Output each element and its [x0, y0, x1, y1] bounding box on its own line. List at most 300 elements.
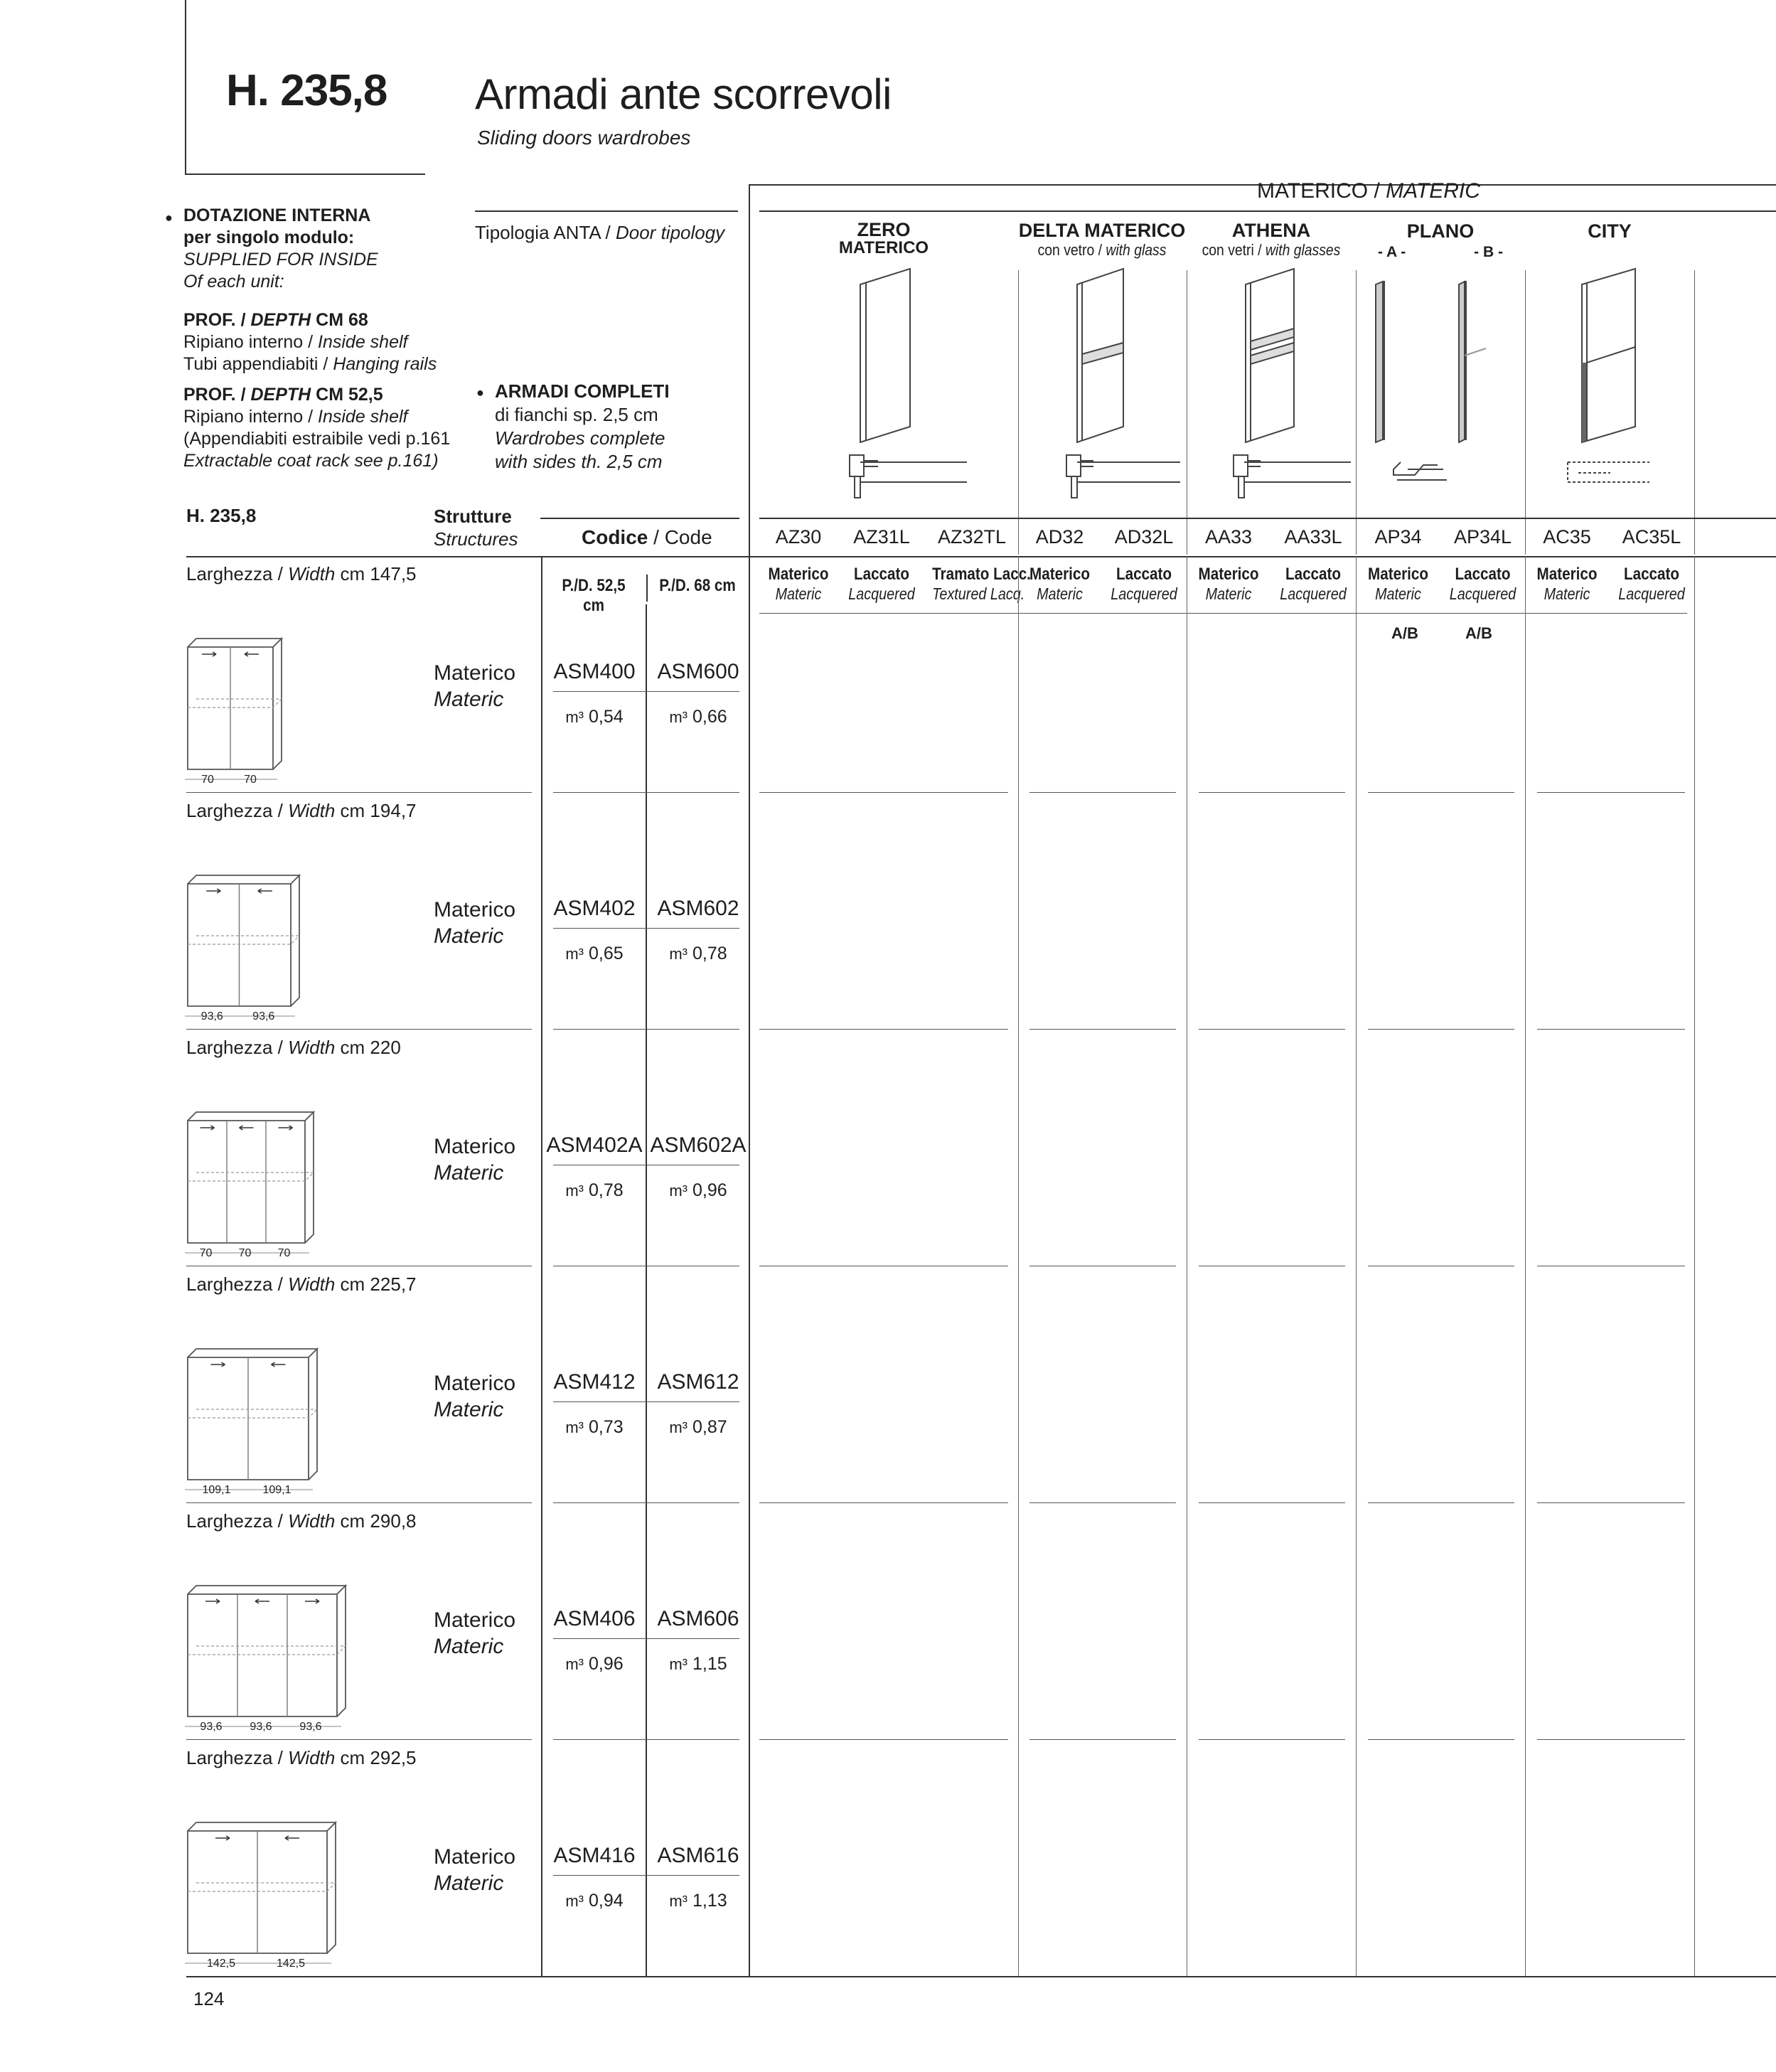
complete-block	[495, 380, 670, 474]
structure-name: Materico	[434, 898, 516, 922]
finish-name-en: Materic	[1037, 584, 1083, 603]
finish-rule	[759, 613, 1687, 614]
wardrobe-shelf	[188, 1409, 317, 1418]
slide-arrow-icon	[215, 1836, 230, 1840]
door-type-athena	[1172, 220, 1371, 260]
finish-name-en: Lacquered	[848, 584, 915, 603]
depth525-a: PROF. /	[183, 385, 251, 405]
code-underline	[553, 928, 739, 929]
row-divider	[1368, 1739, 1514, 1740]
slide-arrow-icon	[258, 889, 272, 893]
product-code-68: ASM606	[657, 1607, 739, 1630]
volume-number: 0,73	[588, 1417, 624, 1437]
structure-name-en: Materic	[434, 688, 504, 711]
code-underline	[553, 1875, 739, 1876]
product-code-68: ASM600	[657, 660, 739, 683]
finish-name: Materico	[1198, 565, 1259, 584]
page-height-label: H. 235,8	[226, 66, 387, 115]
volume-number: 0,96	[588, 1654, 624, 1674]
dimension-label: 142,5	[206, 1958, 236, 1970]
dimension-label: 70	[199, 1247, 213, 1259]
row-width-label	[186, 800, 417, 822]
row-divider	[1029, 1502, 1176, 1503]
structure-name: Materico	[434, 1135, 516, 1158]
volume-unit: m³	[669, 945, 688, 963]
wardrobe-shelf	[188, 1883, 336, 1891]
volume-value	[647, 944, 749, 964]
width-label-c: cm 290,8	[335, 1510, 417, 1532]
finish-name: Laccato	[853, 565, 909, 584]
structure-name: Materico	[434, 661, 516, 685]
structures-heading-b: Structures	[434, 528, 518, 550]
wardrobe-shelf	[188, 1173, 314, 1181]
finish-name: Materico	[1029, 565, 1090, 584]
finish-name-en: Materic	[1205, 584, 1252, 603]
volume-unit: m³	[669, 708, 688, 726]
depth68-c: CM 68	[311, 310, 368, 330]
door-type-zero-sub: MATERICO	[838, 238, 929, 257]
depth68-a: PROF. /	[183, 310, 251, 330]
dimension-label: 70	[244, 774, 257, 786]
wardrobe-drawing	[183, 1337, 333, 1501]
volume-number: 0,65	[588, 944, 624, 963]
volume-value	[543, 1654, 646, 1675]
volume-unit: m³	[565, 1892, 584, 1910]
door-type-zero	[788, 220, 980, 257]
dimension-label: 70	[277, 1247, 291, 1259]
supplied-line4: Of each unit:	[183, 272, 284, 292]
finish-name-en: Textured Lacq.	[932, 584, 1025, 603]
wardrobe-drawing	[183, 627, 297, 791]
dimension-label: 109,1	[202, 1484, 231, 1496]
row-divider	[759, 792, 1008, 793]
volume-number: 1,13	[692, 1891, 727, 1911]
finish-name: Materico	[1368, 565, 1428, 584]
row-divider	[553, 1029, 739, 1030]
slide-arrow-icon	[245, 652, 259, 656]
slide-arrow-icon	[285, 1836, 299, 1840]
row-width-label	[186, 563, 417, 585]
width-label-b: Width	[288, 1273, 336, 1295]
slide-arrow-icon	[279, 1126, 293, 1130]
row-divider	[1368, 1502, 1514, 1503]
volume-number: 0,96	[692, 1180, 727, 1200]
door-code-aa33: AA33	[1204, 526, 1253, 548]
d68-shelf-a: Ripiano interno /	[183, 332, 319, 352]
row-structure	[434, 1607, 515, 1660]
materico-heading-alt: MATERIC	[1386, 179, 1480, 203]
finish-name-en: Materic	[1375, 584, 1421, 603]
row-structure	[434, 1844, 515, 1896]
dimension-label: 70	[201, 774, 214, 786]
volume-value	[543, 1417, 646, 1438]
volume-unit: m³	[669, 1655, 688, 1673]
product-code-525: ASM406	[553, 1607, 636, 1630]
group-divider	[1525, 556, 1526, 1976]
row-divider	[1199, 1739, 1345, 1740]
group-divider	[1694, 556, 1695, 1976]
door-athena-drawing	[1234, 269, 1351, 498]
finish-name: Tramato Lacc.	[932, 565, 1031, 584]
row-structure	[434, 1370, 515, 1423]
wardrobe-outline	[188, 875, 299, 1006]
plano-b-label: - B -	[1474, 244, 1503, 260]
wardrobe-shelf	[188, 936, 299, 944]
complete-line3: Wardrobes complete	[495, 427, 665, 449]
slide-arrow-icon	[240, 1126, 254, 1130]
table-height-label: H. 235,8	[186, 505, 257, 526]
depth68-block	[183, 309, 437, 375]
header-bottom-rule	[185, 173, 425, 175]
slide-arrow-icon	[206, 889, 220, 893]
dimension-label: 93,6	[250, 1721, 272, 1733]
volume-value	[647, 1654, 749, 1675]
d525-line2: (Appendiabiti estraibile vedi p.161	[183, 429, 451, 449]
door-type-athena-sub-it: with glasses	[1265, 241, 1341, 259]
volume-value	[543, 944, 646, 964]
row-divider	[1537, 1739, 1685, 1740]
width-label-a: Larghezza /	[186, 1037, 289, 1058]
materico-heading	[1257, 179, 1480, 203]
volume-value	[543, 1180, 646, 1201]
complete-line1: ARMADI COMPLETI	[495, 380, 670, 402]
door-code-ap34l: AP34L	[1453, 526, 1512, 548]
row-divider	[186, 1502, 532, 1503]
door-typology-label	[475, 222, 724, 244]
page-title: Armadi ante scorrevoli	[475, 70, 892, 118]
slide-arrow-icon	[272, 1362, 286, 1367]
complete-line2: di fianchi sp. 2,5 cm	[495, 404, 658, 425]
structure-name: Materico	[434, 1372, 516, 1395]
door-code-ac35l: AC35L	[1622, 526, 1681, 548]
dimension-label: 93,6	[200, 1010, 223, 1022]
width-label-c: cm 147,5	[335, 563, 417, 584]
table-header-rule	[186, 556, 1776, 557]
width-label-c: cm 225,7	[335, 1273, 417, 1295]
structure-name-en: Materic	[434, 1635, 504, 1658]
door-typology-b: Door tipology	[615, 222, 725, 243]
row-structure	[434, 660, 515, 712]
header-left-rule	[185, 0, 186, 173]
supplied-line2: per singolo modulo:	[183, 228, 355, 247]
width-label-a: Larghezza /	[186, 800, 289, 821]
door-typology-a: Tipologia ANTA /	[475, 222, 616, 243]
width-label-b: Width	[288, 1747, 336, 1768]
dimension-label: 142,5	[276, 1958, 306, 1970]
product-code-525: ASM402A	[546, 1133, 643, 1157]
code-heading-b: / Code	[648, 526, 712, 548]
width-label-c: cm 194,7	[335, 800, 417, 821]
door-delta-drawing	[1066, 269, 1180, 498]
row-divider	[759, 1502, 1008, 1503]
volume-value	[543, 707, 646, 727]
code-top-rule	[540, 518, 739, 519]
slide-arrow-icon	[202, 652, 216, 656]
structure-name: Materico	[434, 1845, 516, 1869]
row-divider	[1029, 1029, 1176, 1030]
volume-number: 1,15	[692, 1654, 727, 1674]
code-underline	[553, 691, 739, 692]
group-divider	[1356, 556, 1357, 1976]
code-underline	[553, 1638, 739, 1639]
volume-unit: m³	[565, 1182, 584, 1200]
depth525-c: CM 52,5	[311, 385, 383, 405]
finish-label	[838, 565, 926, 604]
finish-label	[1101, 565, 1187, 604]
row-divider	[1368, 1029, 1514, 1030]
row-divider	[1199, 1029, 1345, 1030]
row-divider	[1537, 792, 1685, 793]
wardrobe-drawing	[183, 1811, 351, 1975]
finish-label	[1440, 565, 1525, 604]
finish-name: Laccato	[1623, 565, 1679, 584]
finish-name-en: Lacquered	[1280, 584, 1347, 603]
width-label-a: Larghezza /	[186, 1747, 289, 1768]
door-code-az32tl: AZ32TL	[937, 526, 1007, 548]
row-structure	[434, 897, 515, 949]
door-code-aa33l: AA33L	[1284, 526, 1342, 548]
slide-arrow-icon	[205, 1599, 220, 1603]
row-width-label	[186, 1037, 401, 1059]
width-label-c: cm 220	[335, 1037, 401, 1058]
plano-mark-1: A/B	[1391, 624, 1418, 642]
structure-name-en: Materic	[434, 1161, 504, 1185]
door-plano-b-drawing	[1459, 282, 1486, 442]
product-code-525: ASM416	[553, 1844, 636, 1867]
dimension-label: 93,6	[252, 1010, 275, 1022]
row-divider	[1029, 1739, 1176, 1740]
finish-label	[1609, 565, 1694, 604]
width-label-b: Width	[288, 1510, 336, 1532]
door-type-city	[1524, 220, 1695, 242]
finish-name: Materico	[768, 565, 829, 584]
volume-value	[647, 1417, 749, 1438]
width-label-b: Width	[288, 800, 336, 821]
finish-name: Laccato	[1116, 565, 1172, 584]
finish-label	[1187, 565, 1271, 604]
volume-number: 0,78	[692, 944, 727, 963]
wardrobe-shelf	[188, 699, 282, 707]
d68-shelf-b: Inside shelf	[318, 332, 408, 352]
table-divider-main	[749, 184, 750, 1976]
table-bottom-rule	[186, 1976, 1776, 1977]
finish-name-en: Lacquered	[1449, 584, 1516, 603]
door-plano-a-drawing	[1376, 282, 1447, 480]
code-underline	[553, 1401, 739, 1402]
dimension-label: 70	[238, 1247, 252, 1259]
row-divider	[186, 1029, 532, 1030]
door-type-zero-name: ZERO	[857, 219, 911, 240]
code-column-left-rule	[541, 556, 542, 1976]
width-label-a: Larghezza /	[186, 1510, 289, 1532]
code-heading	[582, 526, 712, 549]
door-code-ac35: AC35	[1543, 526, 1591, 548]
row-divider	[186, 1739, 532, 1740]
dimension-label: 93,6	[299, 1721, 322, 1733]
door-type-delta-sub: con vetro /	[1037, 241, 1106, 259]
row-structure	[434, 1133, 515, 1186]
depth525-b: DEPTH	[250, 385, 311, 405]
row-divider	[1199, 792, 1345, 793]
supplied-line1: DOTAZIONE INTERNA	[183, 205, 371, 225]
volume-unit: m³	[669, 1419, 688, 1436]
row-width-label	[186, 1273, 417, 1296]
door-type-athena-sub: con vetri /	[1202, 241, 1266, 259]
wardrobe-drawing	[183, 1574, 361, 1738]
dimension-label: 93,6	[200, 1721, 223, 1733]
d68-rails-b: Hanging rails	[333, 354, 437, 374]
slide-arrow-icon	[305, 1599, 319, 1603]
width-label-a: Larghezza /	[186, 1273, 289, 1295]
structure-name-en: Materic	[434, 1398, 504, 1421]
depth-525-heading: P./D. 52,5 cm	[562, 576, 626, 615]
structure-name-en: Materic	[434, 924, 504, 948]
volume-unit: m³	[565, 945, 584, 963]
row-divider	[553, 1739, 739, 1740]
finish-name-en: Materic	[775, 584, 822, 603]
depth-divider	[646, 575, 648, 602]
volume-unit: m³	[565, 1419, 584, 1436]
product-code-68: ASM612	[657, 1370, 739, 1394]
bullet-icon: ●	[476, 385, 484, 400]
supplied-line3: SUPPLIED FOR INSIDE	[183, 250, 378, 269]
depth525-block	[183, 384, 450, 472]
row-divider	[1199, 1502, 1345, 1503]
slide-arrow-icon	[200, 1126, 215, 1130]
depth-68-heading: P./D. 68 cm	[659, 576, 736, 595]
wardrobe-drawing	[183, 864, 315, 1027]
volume-unit: m³	[669, 1182, 688, 1200]
supplied-block	[183, 205, 378, 293]
wardrobe-outline	[188, 1586, 346, 1716]
door-code-az30: AZ30	[775, 526, 822, 548]
code-heading-a: Codice	[582, 526, 648, 548]
finish-name-en: Materic	[1544, 584, 1590, 603]
typology-rule	[475, 210, 738, 212]
volume-value	[647, 1180, 749, 1201]
row-divider	[1029, 792, 1176, 793]
row-divider	[1537, 1502, 1685, 1503]
structure-name-en: Materic	[434, 1871, 504, 1895]
bullet-icon: ●	[165, 210, 173, 225]
code-column-mid-rule	[646, 604, 647, 1976]
wardrobe-outline	[188, 1112, 314, 1243]
row-divider	[186, 792, 532, 793]
door-code-ap34: AP34	[1374, 526, 1422, 548]
depth68-b: DEPTH	[250, 310, 311, 330]
row-width-label	[186, 1510, 417, 1532]
structures-heading	[434, 505, 518, 550]
door-code-az31l: AZ31L	[853, 526, 910, 548]
materico-underline	[759, 210, 1776, 212]
width-label-c: cm 292,5	[335, 1747, 417, 1768]
group-divider	[1018, 556, 1019, 1976]
finish-name-en: Lacquered	[1618, 584, 1685, 603]
slide-arrow-icon	[211, 1362, 225, 1367]
door-type-city-name: CITY	[1588, 220, 1632, 242]
volume-number: 0,66	[692, 707, 727, 727]
volume-value	[647, 707, 749, 727]
door-code-ad32: AD32	[1035, 526, 1084, 548]
row-divider	[1537, 1029, 1685, 1030]
volume-unit: m³	[565, 1655, 584, 1673]
volume-number: 0,78	[588, 1180, 624, 1200]
slide-arrow-icon	[255, 1599, 269, 1603]
volume-unit: m³	[669, 1892, 688, 1910]
d68-rails-a: Tubi appendiabiti /	[183, 354, 333, 374]
width-label-b: Width	[288, 1037, 336, 1058]
finish-label	[1018, 565, 1101, 604]
finish-name: Materico	[1536, 565, 1598, 584]
width-label-b: Width	[288, 563, 336, 584]
codes-top-rule	[759, 518, 1776, 519]
product-code-68: ASM602	[657, 897, 739, 920]
finish-label	[1525, 565, 1609, 604]
door-city-drawing	[1568, 269, 1649, 482]
door-type-athena-name: ATHENA	[1231, 220, 1311, 241]
width-label-a: Larghezza /	[186, 563, 289, 584]
finish-label	[1271, 565, 1356, 604]
structures-heading-a: Strutture	[434, 506, 512, 527]
door-type-delta-name: DELTA MATERICO	[1018, 220, 1186, 241]
row-divider	[1368, 792, 1514, 793]
page-number: 124	[193, 1988, 225, 2009]
plano-mark-2: A/B	[1465, 624, 1492, 642]
d525-line3: Extractable coat rack see p.161)	[183, 451, 439, 471]
d525-shelf-a: Ripiano interno /	[183, 407, 319, 427]
wardrobe-outline	[188, 1349, 317, 1480]
row-divider	[553, 792, 739, 793]
volume-value	[543, 1891, 646, 1911]
door-type-delta-sub-it: with glass	[1106, 241, 1167, 259]
product-code-525: ASM400	[553, 660, 636, 683]
door-zero-drawing	[850, 269, 967, 498]
finish-label	[926, 565, 1031, 604]
wardrobe-shelf	[188, 1646, 346, 1655]
row-divider	[553, 1502, 739, 1503]
finish-label	[1356, 565, 1440, 604]
volume-number: 0,87	[692, 1417, 727, 1437]
structure-name: Materico	[434, 1608, 516, 1632]
materico-heading-main: MATERICO	[1257, 179, 1369, 203]
d525-shelf-b: Inside shelf	[318, 407, 408, 427]
product-code-68: ASM602A	[650, 1133, 747, 1157]
finish-label	[759, 565, 838, 604]
row-divider	[759, 1029, 1008, 1030]
volume-unit: m³	[565, 708, 584, 726]
finish-name: Laccato	[1455, 565, 1511, 584]
page-subtitle: Sliding doors wardrobes	[477, 127, 691, 149]
volume-number: 0,94	[588, 1891, 624, 1911]
door-illustrations	[754, 256, 1776, 519]
door-code-ad32l: AD32L	[1114, 526, 1174, 548]
wardrobe-outline	[188, 1822, 336, 1953]
volume-number: 0,54	[588, 707, 624, 727]
finish-name: Laccato	[1285, 565, 1341, 584]
product-code-525: ASM402	[553, 897, 636, 920]
product-code-525: ASM412	[553, 1370, 636, 1394]
row-width-label	[186, 1747, 417, 1769]
volume-value	[647, 1891, 749, 1911]
dimension-label: 109,1	[262, 1484, 291, 1496]
plano-a-label: - A -	[1378, 244, 1406, 260]
wardrobe-drawing	[183, 1101, 329, 1264]
row-divider	[759, 1739, 1008, 1740]
product-code-68: ASM616	[657, 1844, 739, 1867]
complete-line4: with sides th. 2,5 cm	[495, 451, 663, 472]
door-type-plano-name: PLANO	[1406, 220, 1475, 242]
wardrobe-outline	[188, 639, 282, 769]
